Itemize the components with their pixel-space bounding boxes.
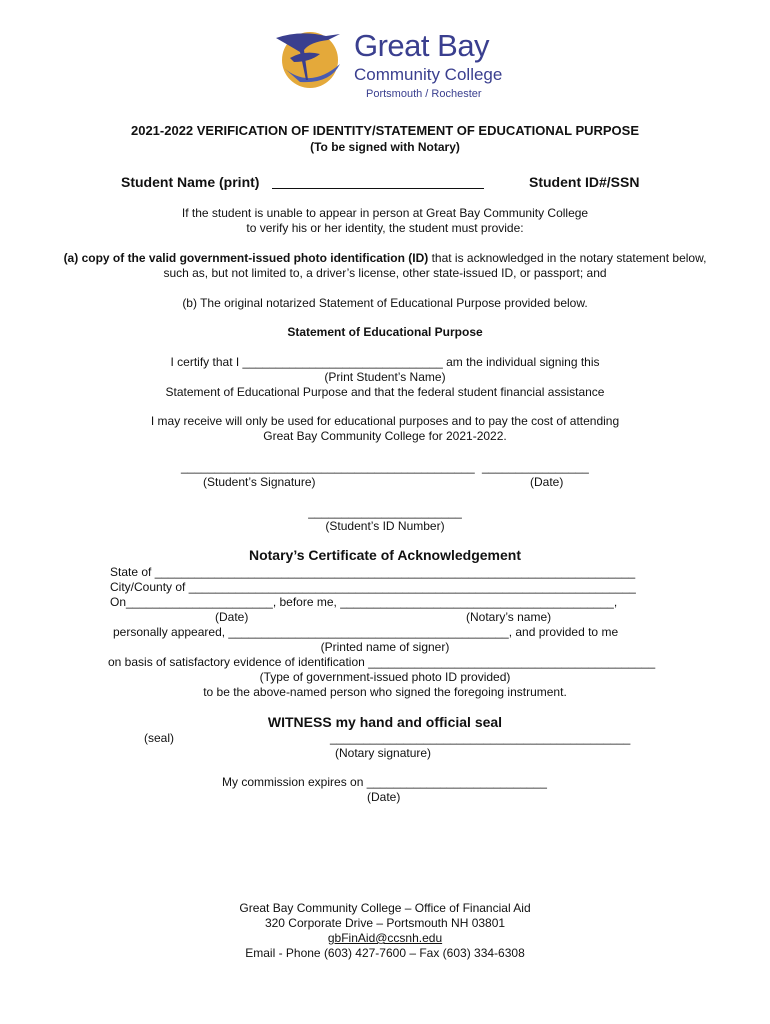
footer-email-row bbox=[0, 931, 770, 946]
logo-campuses: Portsmouth / Rochester bbox=[366, 88, 482, 100]
student-name-label bbox=[121, 173, 259, 191]
item-a bbox=[0, 251, 770, 266]
commission-date-caption: (Date) bbox=[367, 790, 401, 804]
signature-date-line[interactable]: ________________ bbox=[482, 460, 589, 474]
item-a-rest: that is acknowledged in the notary statement below, bbox=[428, 251, 707, 265]
logo-name-line2: Community College bbox=[354, 65, 503, 84]
page-title: 2021-2022 VERIFICATION OF IDENTITY/STATEMENT OF EDUCATIONAL PURPOSE bbox=[130, 123, 640, 138]
notary-heading: Notary’s Certificate of Acknowledgement bbox=[248, 547, 522, 563]
notary-state-line[interactable]: State of ________________________________________________________________________ bbox=[110, 565, 636, 579]
student-id-line[interactable]: _______________________ bbox=[308, 505, 462, 519]
student-signature-line[interactable]: ____________________________________________ bbox=[181, 460, 475, 474]
logo-name-line1: Great Bay bbox=[354, 28, 490, 63]
commission-line[interactable]: My commission expires on ___________________________ bbox=[222, 775, 547, 789]
item-a-line-2: such as, but not limited to, a driver’s license, other state-issued ID, or passport; and bbox=[163, 266, 607, 280]
footer-line-4: Email - Phone (603) 427-7600 – Fax (603) 334-6308 bbox=[245, 946, 525, 960]
notary-above-line: to be the above-named person who signed the foregoing instrument. bbox=[203, 685, 567, 699]
intro-line-2: to verify his or her identity, the student must provide: bbox=[246, 221, 524, 235]
notary-county-line[interactable]: City/County of ___________________________________________________________________ bbox=[110, 580, 636, 594]
page-subtitle: (To be signed with Notary) bbox=[310, 140, 460, 154]
notary-type-caption: (Type of government-issued photo ID provided) bbox=[259, 670, 511, 684]
notary-name-caption: (Notary’s name) bbox=[466, 610, 552, 624]
notary-printed-caption: (Printed name of signer) bbox=[320, 640, 450, 654]
statement-heading: Statement of Educational Purpose bbox=[287, 325, 483, 339]
student-id-caption: (Student’s ID Number) bbox=[325, 519, 445, 533]
student-signature-caption: (Student’s Signature) bbox=[203, 475, 316, 489]
statement-line-3: Statement of Educational Purpose and that the federal student financial assistance bbox=[165, 385, 605, 399]
notary-on-line[interactable]: On______________________, before me, _________________________________________, bbox=[110, 595, 618, 609]
heron-icon bbox=[270, 28, 352, 90]
signature-date-caption: (Date) bbox=[530, 475, 564, 489]
statement-line-5: Great Bay Community College for 2021-2022. bbox=[263, 429, 507, 443]
witness-heading: WITNESS my hand and official seal bbox=[267, 714, 503, 730]
student-name-label-text: Student Name (print) bbox=[121, 174, 260, 190]
intro-line-1: If the student is unable to appear in person at Great Bay Community College bbox=[181, 206, 589, 220]
statement-line-1[interactable]: I certify that I ______________________________ am the individual signing this bbox=[170, 355, 600, 369]
footer-email-link[interactable]: gbFinAid@ccsnh.edu bbox=[327, 931, 443, 945]
college-logo bbox=[270, 26, 510, 108]
student-id-label: Student ID#/SSN bbox=[529, 174, 640, 190]
notary-basis-line[interactable]: on basis of satisfactory evidence of identification ___________________________________________ bbox=[108, 655, 656, 669]
notary-signature-caption: (Notary signature) bbox=[335, 746, 432, 760]
notary-appeared-line[interactable]: personally appeared, __________________________________________, and provided to me bbox=[113, 625, 619, 639]
item-a-bold: (a) copy of the valid government-issued photo identification (ID) bbox=[63, 251, 429, 265]
footer-line-1: Great Bay Community College – Office of Financial Aid bbox=[239, 901, 531, 915]
statement-line-2: (Print Student’s Name) bbox=[324, 370, 446, 384]
item-b: (b) The original notarized Statement of Educational Purpose provided below. bbox=[182, 296, 588, 310]
seal-label: (seal) bbox=[144, 731, 175, 745]
student-name-field[interactable] bbox=[272, 174, 484, 189]
notary-signature-line[interactable]: _____________________________________________ bbox=[330, 731, 631, 745]
footer-line-2: 320 Corporate Drive – Portsmouth NH 03801 bbox=[264, 916, 506, 930]
statement-line-4: I may receive will only be used for educational purposes and to pay the cost of attending bbox=[150, 414, 620, 428]
notary-date-caption: (Date) bbox=[215, 610, 249, 624]
